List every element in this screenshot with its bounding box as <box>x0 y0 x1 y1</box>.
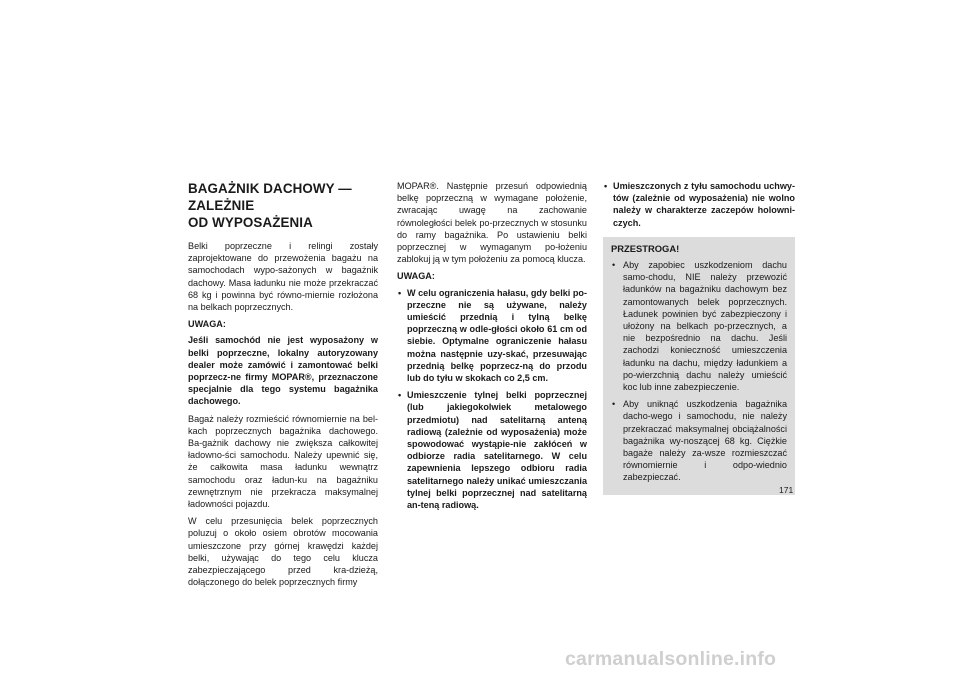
heading-line-2: OD WYPOSAŻENIA <box>188 215 313 230</box>
continued-bullet-list <box>603 180 795 229</box>
list-item <box>603 180 795 229</box>
list-item <box>397 287 587 385</box>
column-left <box>188 180 378 593</box>
note-label: UWAGA: <box>188 319 226 330</box>
list-item-text: Aby uniknąć uszkodzenia bagażnika dacho-wego i samochodu, nie należy przekraczać maksymalnej obciążalności bagażnika wy-noszącej 68 kg. Ciężkie bagaże należy za-wsze rozmieszczać równomiernie i odpo-wiednio zabezpieczać. <box>623 399 787 483</box>
note-text: Jeśli samochód nie jest wyposażony w belki poprzeczne, lokalny autoryzowany dealer może zamówić i zamontować belki poprzecz-ne firmy MOPAR®, przeznaczone specjalnie dla tego systemu bagażnika dachowego. <box>188 335 378 407</box>
bullet-icon: • <box>398 287 402 298</box>
list-item <box>611 398 787 483</box>
paragraph-crossbar-move: W celu przesunięcia belek poprzecznych poluzuj o około osiem obrotów mocowania umieszczone przy górnej krawędzi każdej belki, używając do tego celu klucza zabezpieczającego przed kra-dzieżą, dołączonego do belek poprzecznych firmy <box>188 516 378 588</box>
warning-bullet-list <box>611 259 787 484</box>
paragraph-load-distribution: Bagaż należy rozmieścić równomiernie na bel-kach poprzecznych bagażnika dachowego. Ba-gażnik dachowy nie zwiększa całkowitej ładowno-ści samochodu. Należy upewnić się, że całkowita masa ładunku wewnątrz samochodu oraz ładun-ku na bagażniku zewnętrznym nie przekracza maksymalnej ładowności pojazdu. <box>188 413 378 510</box>
intro-paragraph: Belki poprzeczne i relingi zostały zaprojektowane do przewożenia bagażu na samochodach wypo-sażonych w bagażnik dachowy. Masa ładunku nie może przekraczać 68 kg i powinna być równo-miernie rozłożona na belkach poprzecznych. <box>188 241 378 313</box>
list-item-text: W celu ograniczenia hałasu, gdy belki po-przeczne nie są używane, należy umieścić przednią i tylną belkę poprzeczną w odle-głości około 61 cm od siebie. Optymalne ograniczenie hałasu można następnie uzy-skać, przesuwając przednią belkę poprzecz-ną do przodu lub do tyłu w skokach co 2,5 cm. <box>407 287 587 384</box>
bullet-icon: • <box>398 390 402 401</box>
column-right <box>603 180 795 495</box>
list-item-text: Umieszczonych z tyłu samochodu uchwy-tów (zależnie od wyposażenia) nie wolno należy w charakterze zaczepów holowni-czych. <box>613 181 795 228</box>
heading-line-1: BAGAŻNIK DACHOWY — ZALEŻNIE <box>188 181 352 213</box>
list-item-text: Umieszczenie tylnej belki poprzecznej (lub jakiegokolwiek metalowego przedmiotu) nad satelitarną anteną radiową (zależnie od wyposażenia) może spowodować wystąpie-nie zakłóceń w odbiorze radia satelitarnego. W celu zapewnienia lepszego odbioru radia satelitarnego należy unikać umieszczania tylnej belki poprzecznej nad satelitarną an-teną radiową. <box>407 390 587 511</box>
list-item <box>397 389 587 511</box>
page-number: 171 <box>779 485 794 495</box>
note-bullet-list <box>397 287 587 512</box>
section-heading <box>188 180 378 231</box>
note-label-2: UWAGA: <box>397 271 435 282</box>
watermark-text: carmanualsonline.info <box>565 648 777 670</box>
bullet-icon: • <box>604 181 608 191</box>
list-item <box>611 259 787 393</box>
paragraph-continuation: MOPAR®. Następnie przesuń odpowiednią belkę poprzeczną w wymagane położenie, zwracając uwagę na zachowanie równoległości belek po-przecznych w stosunku do ramy bagażnika. Po ustawieniu belki poprzecznej w wymaganym po-łożeniu zablokuj ją w tym położeniu za pomocą klucza. <box>397 181 587 265</box>
warning-title: PRZESTROGA! <box>611 242 680 254</box>
column-middle <box>397 180 587 516</box>
list-item-text: Aby zapobiec uszkodzeniom dachu samo-chodu, NIE należy przewozić ładunków na bagażniku dachowym bez zamontowanych belek poprzecznych. Ładunek powinien być zabezpieczony i ułożony na belkach po-przecznych, a nie bezpośrednio na dachu. Jeśli zachodzi konieczność umieszczenia ładunku na dachu, między ładunkiem a po-wierzchnią dachu należy umieścić koc lub inne zabezpieczenie. <box>623 260 787 393</box>
bullet-icon: • <box>612 260 616 271</box>
warning-box <box>603 237 795 495</box>
bullet-icon: • <box>612 399 616 410</box>
